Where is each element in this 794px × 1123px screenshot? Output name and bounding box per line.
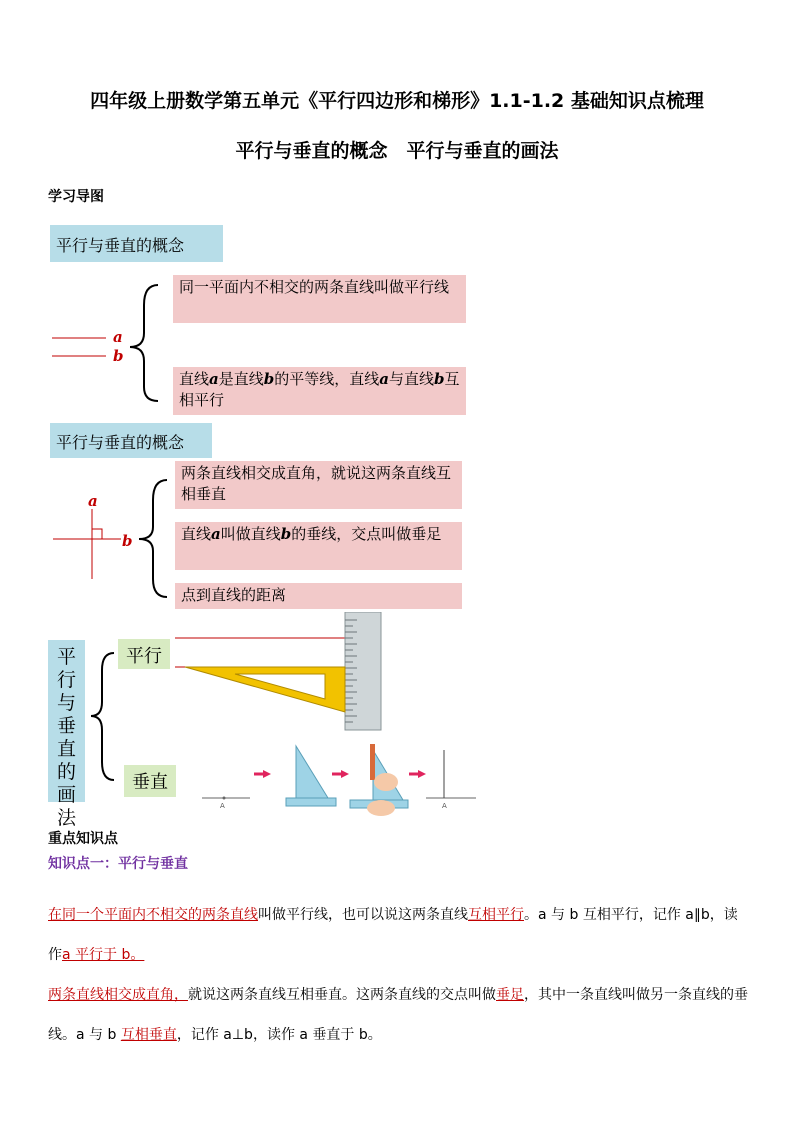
hand-icon	[374, 773, 398, 791]
parallel-drawing-illustration	[175, 612, 390, 732]
block2-box-definition: 两条直线相交成直角，就说这两条直线互相垂直	[175, 461, 462, 509]
set-square-icon	[296, 746, 328, 798]
block1-box-example: 直线a是直线b的平等线，直线a与直线b互相平行	[173, 367, 466, 415]
brace	[130, 285, 158, 401]
arrow-icon	[263, 770, 271, 778]
block1-header: 平行与垂直的概念	[50, 225, 223, 262]
ruler-icon	[345, 612, 381, 730]
block2-box-distance: 点到直线的距离	[175, 583, 462, 609]
knowledge1-heading: 知识点一：平行与垂直	[48, 856, 188, 872]
parallel-label: 平行	[118, 639, 170, 669]
perpendicular-drawing-illustration	[198, 740, 483, 818]
section-key-heading: 重点知识点	[48, 831, 118, 847]
point-a-label: A	[220, 802, 225, 810]
label-a: a	[113, 328, 123, 346]
hand-icon	[367, 800, 395, 816]
block2-box-foot: 直线a叫做直线b的垂线，交点叫做垂足	[175, 522, 462, 570]
label-b: b	[113, 347, 124, 365]
block1-box-definition: 同一平面内不相交的两条直线叫做平行线	[173, 275, 466, 323]
right-angle-mark	[92, 529, 102, 539]
paragraph-perpendicular: 两条直线相交成直角，就说这两条直线互相垂直。这两条直线的交点叫做垂足，其中一条直线叫做另一条直线的垂线。a 与 b 互相垂直，记作 a⊥b，读作 a 垂直于 b。	[48, 987, 748, 1043]
arrow-icon	[341, 770, 349, 778]
page-title: 四年级上册数学第五单元《平行四边形和梯形》1.1-1.2 基础知识点梳理	[90, 90, 704, 112]
brace	[139, 480, 167, 597]
paragraph-parallel: 在同一个平面内不相交的两条直线叫做平行线，也可以说这两条直线互相平行。a 与 b 互相平行，记作 a∥b，读作a 平行于 b。	[48, 907, 738, 963]
pencil-icon	[370, 744, 375, 780]
label-b: b	[122, 532, 133, 550]
block3-vertical-title: 平 行 与 垂 直 的 画 法	[48, 640, 85, 802]
arrow-icon	[418, 770, 426, 778]
perpendicular-label: 垂直	[124, 765, 176, 797]
block2-diagram	[45, 475, 175, 605]
block2-header: 平行与垂直的概念	[50, 423, 212, 458]
point-a-label: A	[442, 802, 447, 810]
label-a: a	[88, 492, 98, 510]
block1-diagram	[40, 275, 180, 415]
section-mindmap-heading: 学习导图	[48, 189, 104, 205]
block3-brace	[88, 650, 118, 785]
page-subtitle: 平行与垂直的概念 平行与垂直的画法	[235, 140, 559, 162]
